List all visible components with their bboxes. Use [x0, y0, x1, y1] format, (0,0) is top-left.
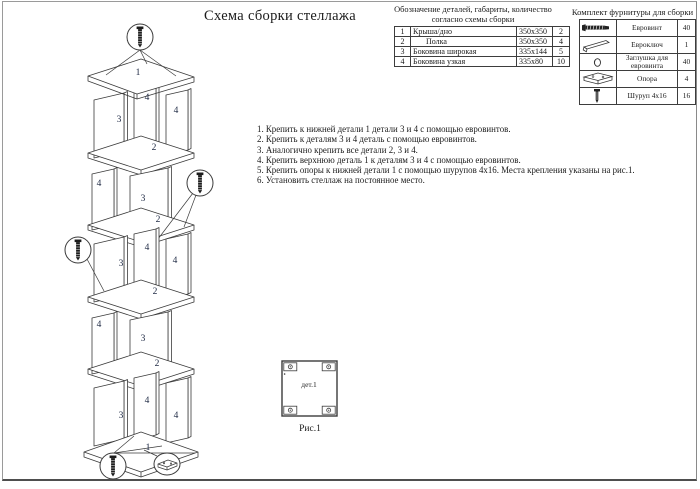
part-number: 3 [395, 47, 411, 57]
part-qty: 2 [553, 27, 570, 37]
part-label: 3 [116, 115, 122, 126]
part-name: Боковина узкая [411, 57, 517, 67]
part-qty: 10 [553, 57, 570, 67]
part-label: 3 [140, 194, 146, 205]
part-number: 4 [395, 57, 411, 67]
foot-mount-corner [284, 406, 297, 414]
edge-dot [284, 373, 286, 375]
instruction-item: 4. Крепить верхнюю деталь 1 к деталям 3 и 4 с помощью евровинтов. [257, 154, 521, 165]
part-label: 4 [144, 396, 150, 407]
part-qty: 5 [553, 47, 570, 57]
hardware-name: Опора [617, 71, 678, 88]
instructions-list [257, 124, 657, 186]
parts-table-header-line1: Обозначение деталей, габариты, количество [394, 5, 552, 14]
hardware-qty: 16 [678, 88, 696, 105]
part-size: 335x144 [517, 47, 553, 57]
hardware-row [580, 54, 696, 71]
part-label: 2 [152, 287, 158, 298]
hardware-qty: 40 [678, 20, 696, 37]
part-name: Полка [411, 37, 517, 47]
part-label: 4 [96, 179, 102, 190]
instruction-item: 2. Крепить к деталям 3 и 4 деталь с помощью евровинтов. [257, 134, 477, 145]
part-label: 4 [96, 320, 102, 331]
foot-mount-corner [322, 363, 335, 371]
hardware-qty: 40 [678, 54, 696, 71]
page-title: Схема сборки стеллажа [204, 8, 356, 24]
part-label: 2 [155, 215, 161, 226]
hardware-row [580, 20, 696, 37]
part-label: 4 [173, 411, 179, 422]
screw-icon [581, 88, 613, 104]
part-number: 2 [395, 37, 411, 47]
hardware-name: Заглушка для евровинта [617, 54, 678, 71]
instruction-item: 5. Крепить опоры к нижней детали 1 с помощью шурупов 4x16. Места крепления указаны на рис.1. [257, 165, 635, 176]
cap-icon [581, 55, 613, 70]
hardware-qty: 4 [678, 71, 696, 88]
part-size: 350x350 [517, 27, 553, 37]
foot-icon [581, 71, 615, 87]
hardware-row [580, 88, 696, 105]
figure1-box [281, 360, 339, 418]
foot-mount-corner [322, 406, 335, 414]
part-label: 4 [144, 93, 150, 104]
part-label: 1 [145, 443, 151, 454]
part-size: 350x350 [517, 37, 553, 47]
part-number: 1 [395, 27, 411, 37]
parts-table-header [378, 5, 568, 26]
hardware-table-title: Комплект фурнитуры для сборки [571, 7, 694, 17]
part-size: 335x80 [517, 57, 553, 67]
hardware-table [579, 19, 696, 105]
part-label: 3 [118, 411, 124, 422]
instruction-item: 6. Установить стеллаж на постоянное место. [257, 175, 425, 186]
hardware-name: Шуруп 4x16 [617, 88, 678, 105]
euroscrew-icon [581, 21, 613, 35]
part-label: 4 [144, 243, 150, 254]
parts-table-header-line2: согласно схемы сборки [431, 15, 515, 25]
part-label: 4 [172, 256, 178, 267]
figure1-part-label: дет.1 [301, 380, 317, 389]
hardware-qty: 1 [678, 37, 696, 54]
foot-mount-corner [284, 363, 297, 371]
parts-row [395, 57, 570, 67]
hardware-row [580, 71, 696, 88]
parts-row [395, 27, 570, 37]
instruction-item: 1. Крепить к нижней детали 1 детали 3 и 4 с помощью евровинтов. [257, 124, 511, 134]
part-label: 2 [151, 143, 157, 154]
hexkey-icon [581, 38, 613, 53]
parts-table [394, 26, 570, 67]
instruction-item: 3. Аналогично крепить все детали 2, 3 и 4. [257, 144, 418, 155]
parts-row [395, 47, 570, 57]
part-label: 4 [173, 106, 179, 117]
hardware-row [580, 37, 696, 54]
hardware-name: Евроключ [617, 37, 678, 54]
part-label: 3 [140, 334, 146, 345]
parts-row [395, 37, 570, 47]
figure1-caption: Рис.1 [299, 424, 321, 434]
part-label: 2 [154, 359, 160, 370]
assembly-diagram [0, 0, 260, 489]
part-label: 3 [118, 259, 124, 270]
part-qty: 4 [553, 37, 570, 47]
part-label: 1 [135, 68, 141, 79]
part-name: Крыша/дно [411, 27, 517, 37]
part-name: Боковина широкая [411, 47, 517, 57]
hardware-name: Евровинт [617, 20, 678, 37]
